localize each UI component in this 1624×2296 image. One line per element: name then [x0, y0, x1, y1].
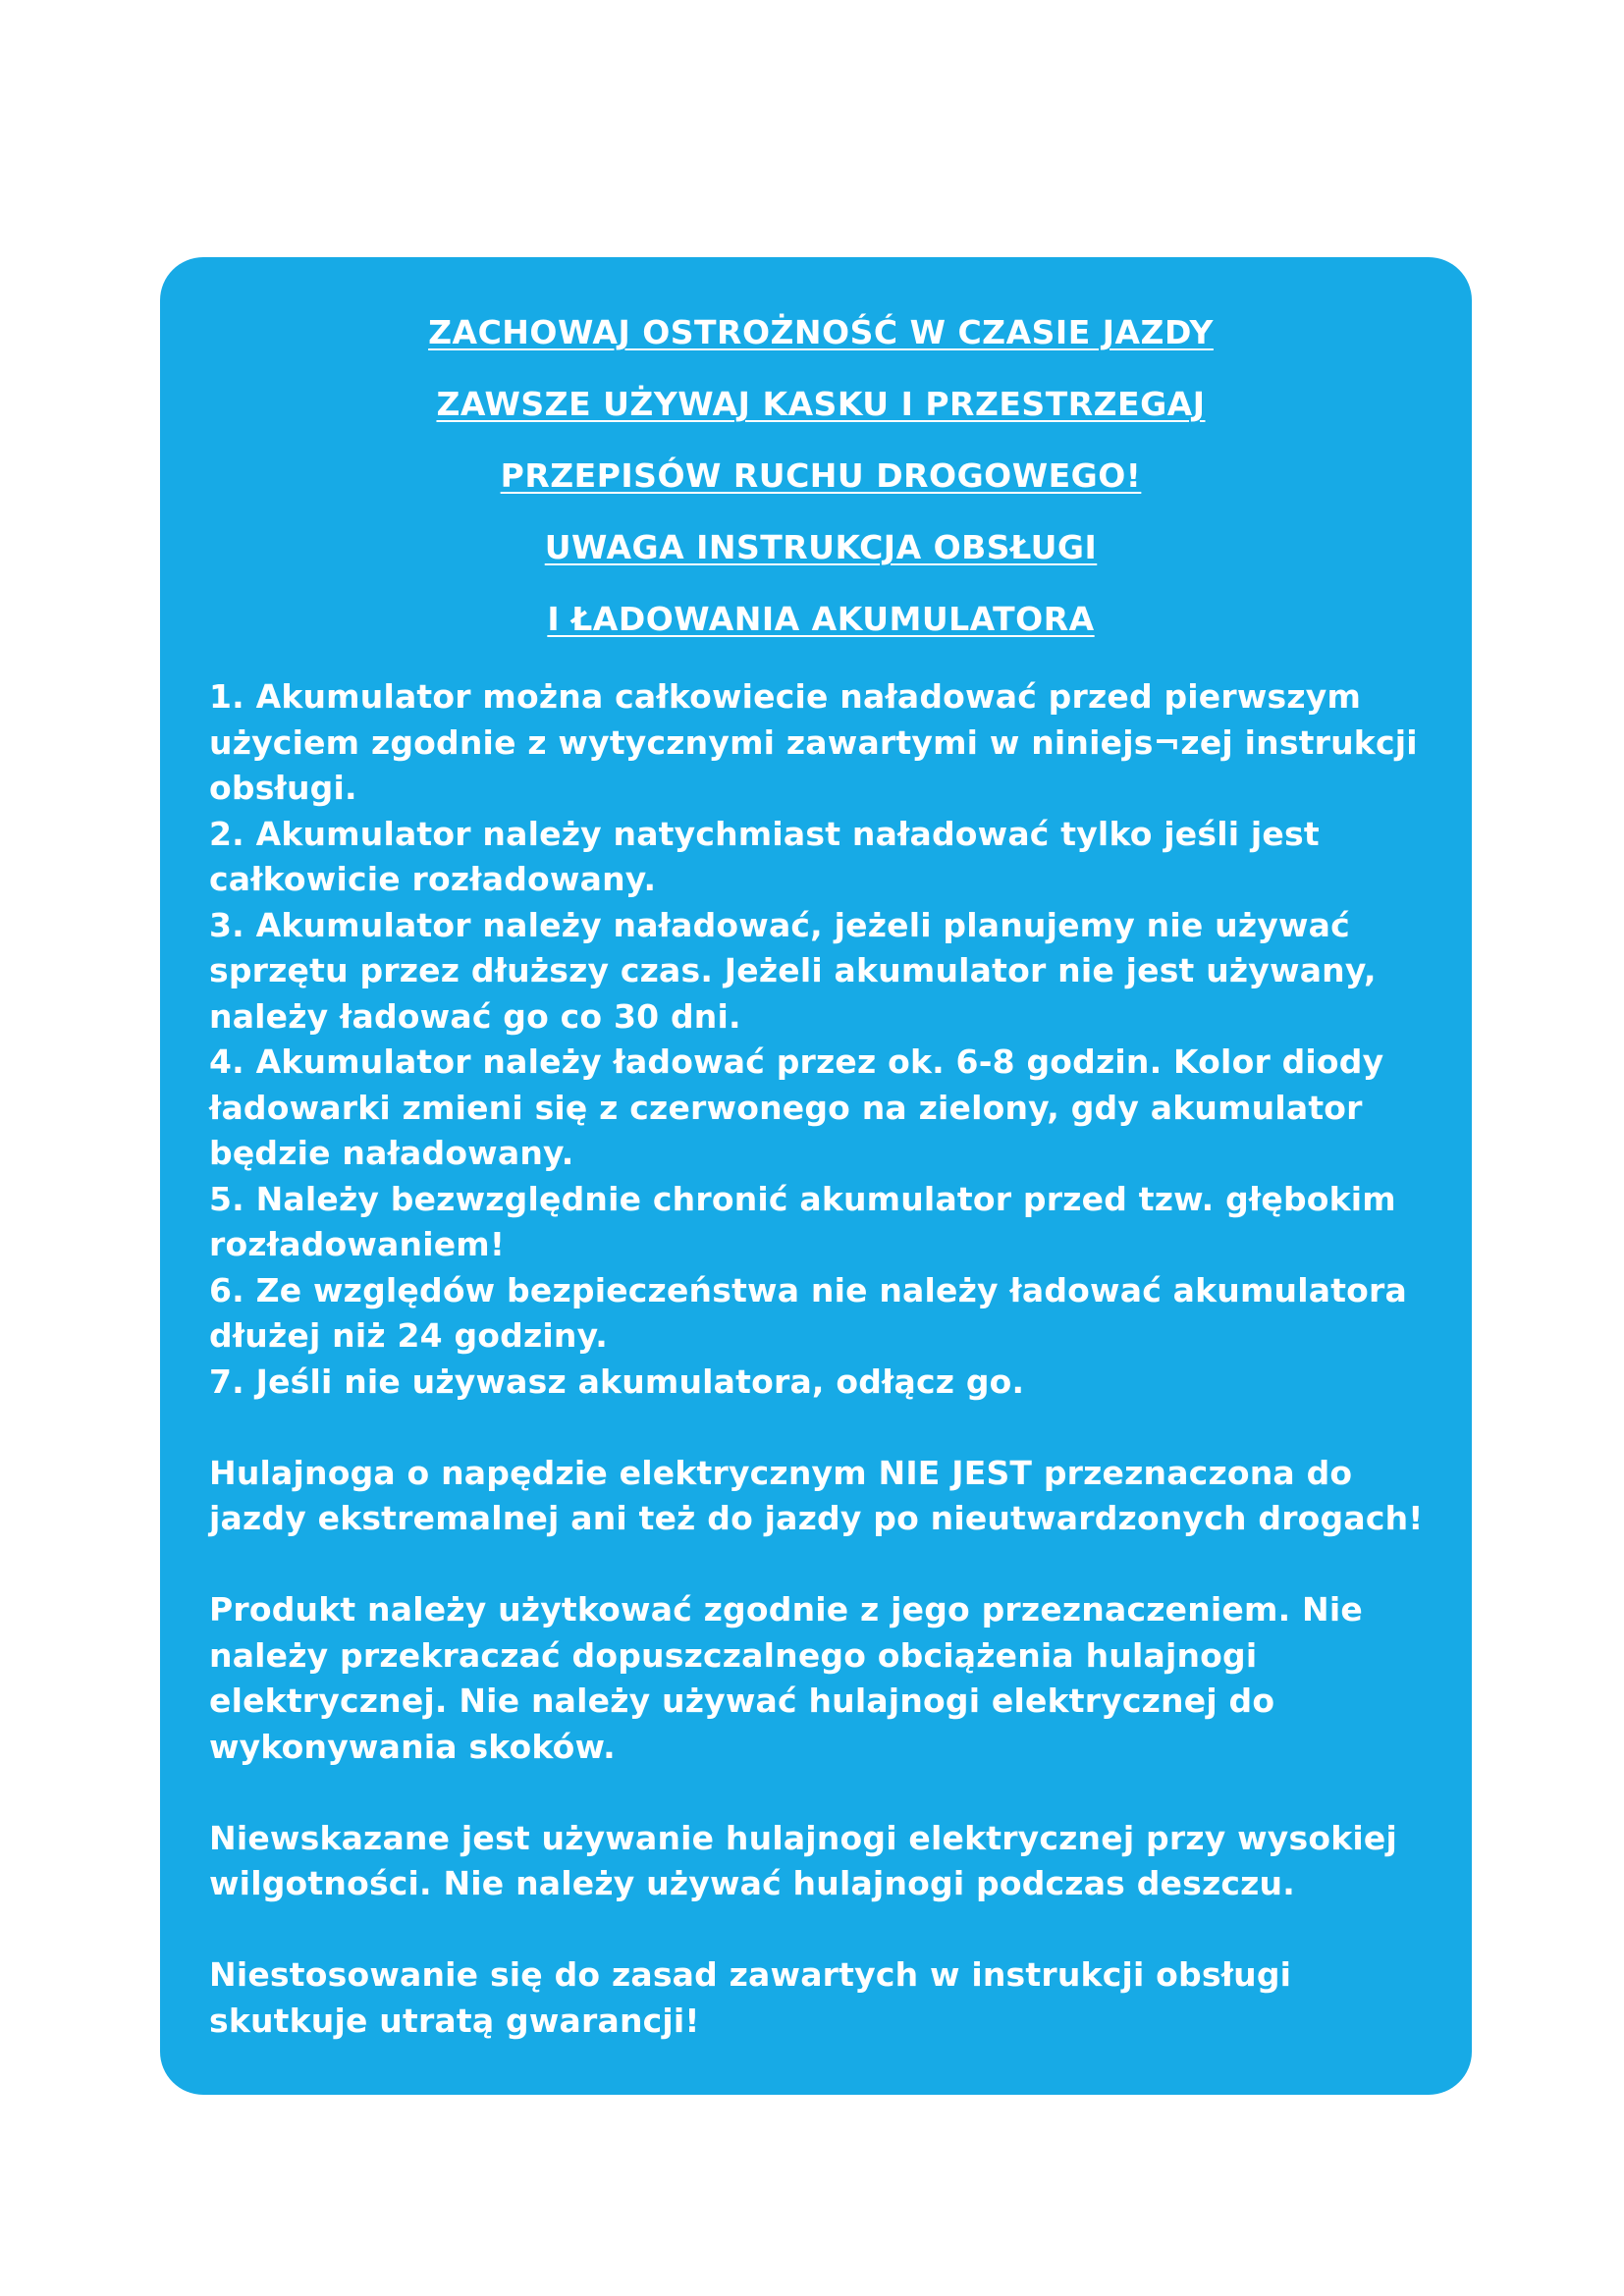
heading-battery-charging: I ŁADOWANIA AKUMULATORA	[547, 600, 1095, 638]
instruction-panel	[160, 257, 1472, 2095]
paragraph-humidity: Niewskazane jest używanie hulajnogi elektrycznej przy wysokiej wilgotności. Nie należy używać hulajnogi podczas deszczu.	[209, 1818, 1397, 1902]
heading-helmet: ZAWSZE UŻYWAJ KASKU I PRZESTRZEGAJ	[436, 385, 1206, 423]
battery-rule-7: 7. Jeśli nie używasz akumulatora, odłącz go.	[209, 1362, 1025, 1401]
paragraph-not-extreme: Hulajnoga o napędzie elektrycznym NIE JEST przeznaczona do jazdy ekstremalnej ani też do jazdy po nieutwardzonych drogach!	[209, 1453, 1424, 1537]
battery-rule-4: 4. Akumulator należy ładować przez ok. 6-8 godzin. Kolor diody ładowarki zmieni się z czerwonego na zielony, gdy akumulator będzie naładowany.	[209, 1042, 1384, 1172]
battery-rule-1: 1. Akumulator można całkowiecie naładować przed pierwszym użyciem zgodnie z wytycznymi zawartymi w niniejs¬zej instrukcji obsługi.	[209, 677, 1418, 807]
heading-block	[209, 296, 1433, 655]
heading-traffic-rules: PRZEPISÓW RUCHU DROGOWEGO!	[500, 456, 1142, 495]
battery-rule-2: 2. Akumulator należy natychmiast naładować tylko jeśli jest całkowicie rozładowany.	[209, 814, 1320, 898]
paragraph-intended-use: Produkt należy użytkować zgodnie z jego przeznaczeniem. Nie należy przekraczać dopuszczalnego obciążenia hulajnogi elektrycznej. Nie należy używać hulajnogi elektrycznej do wykonywania skoków.	[209, 1590, 1363, 1766]
battery-rules-list	[209, 674, 1433, 1405]
battery-rule-6: 6. Ze względów bezpieczeństwa nie należy ładować akumulatora dłużej niż 24 godziny.	[209, 1270, 1407, 1355]
heading-manual: UWAGA INSTRUKCJA OBSŁUGI	[544, 528, 1098, 566]
battery-rule-3: 3. Akumulator należy naładować, jeżeli planujemy nie używać sprzętu przez dłuższy czas. Jeżeli akumulator nie jest używany, należy ładować go co 30 dni.	[209, 905, 1377, 1036]
paragraph-warranty: Niestosowanie się do zasad zawartych w instrukcji obsługi skutkuje utratą gwarancji!	[209, 1955, 1292, 2040]
heading-safety: ZACHOWAJ OSTROŻNOŚĆ W CZASIE JAZDY	[428, 313, 1214, 351]
battery-rule-5: 5. Należy bezwzględnie chronić akumulator przed tzw. głębokim rozładowaniem!	[209, 1179, 1396, 1263]
